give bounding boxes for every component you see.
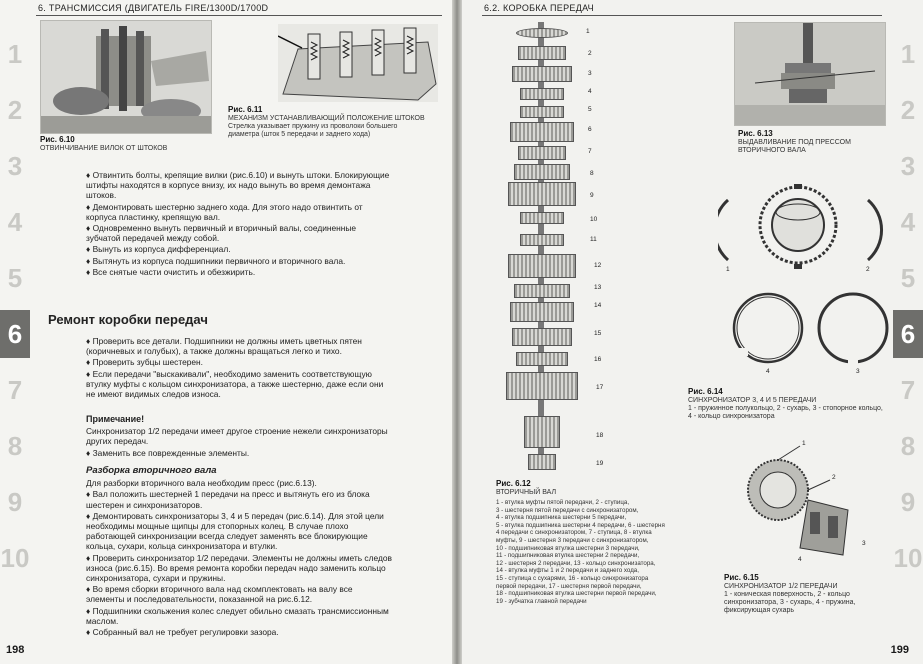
- figure-6-13-title: ВЫДАВЛИВАНИЕ ПОД ПРЕССОМ ВТОРИЧНОГО ВАЛА: [738, 139, 851, 154]
- figure-6-14-legend: 1 - пружинное полукольцо, 2 - сухарь, 3 - стопорное кольцо, 4 - кольцо синхронизатора: [688, 405, 883, 420]
- fig14-label-1: 1: [726, 266, 730, 273]
- chapter-tab-5: 5: [900, 262, 916, 293]
- part-number-label: 17: [596, 384, 604, 391]
- chapter-tab-4: 4: [900, 206, 916, 237]
- chapter-tab-1: 1: [900, 38, 916, 69]
- fig14-label-3: 3: [856, 368, 860, 375]
- figure-6-14-caption: [688, 388, 888, 421]
- part-number-label: 1: [586, 28, 590, 35]
- chapter-tabs-left: [0, 30, 30, 590]
- part-number-label: 15: [594, 330, 602, 337]
- subsection-title: Разборка вторичного вала: [86, 465, 217, 476]
- legend-line: 4 - втулка подшипника шестерни 5 передачи,: [496, 514, 627, 522]
- part-number-label: 4: [588, 88, 592, 95]
- part-number-label: 19: [596, 460, 604, 467]
- synchronizer-1-2-drawing: [738, 440, 878, 570]
- legend-line: 5 - втулка подшипника шестерни 4 передачи, 6 - шестерня: [496, 521, 665, 529]
- figure-6-10-photo: [40, 20, 212, 134]
- chapter-tab-9: 9: [7, 486, 23, 517]
- part-number-label: 6: [588, 126, 592, 133]
- figure-6-12-exploded-shaft: [502, 22, 612, 472]
- part-number-label: 7: [588, 148, 592, 155]
- figure-6-12-number: Рис. 6.12: [496, 479, 531, 488]
- chapter-tab-1: 1: [7, 38, 23, 69]
- figure-6-15-number: Рис. 6.15: [724, 573, 759, 582]
- note-step: ♦ Заменить все поврежденные элементы.: [86, 447, 250, 458]
- figure-6-11-title: МЕХАНИЗМ УСТАНАВЛИВАЮЩИЙ ПОЛОЖЕНИЕ ШТОКОВ: [228, 115, 425, 122]
- legend-line: 14 - втулка муфты 1 и 2 передачи и заднего хода,: [496, 567, 639, 575]
- running-header-left: 6. ТРАНСМИССИЯ (ДВИГАТЕЛЬ FIRE/1300D/1700D: [38, 3, 269, 13]
- page-number-left: 198: [6, 644, 25, 656]
- figure-6-11-caption: [228, 106, 428, 139]
- part-number-label: 10: [590, 216, 598, 223]
- figure-6-12-legend: [496, 499, 714, 605]
- chapter-tab-8: 8: [7, 430, 23, 461]
- step-text: ♦ Демонтировать шестерню заднего хода. Для этого надо отвинтить от корпуса пластинку, крепящую вал.: [86, 201, 363, 222]
- step-text: ♦ Отвинтить болты, крепящие вилки (рис.6.10) и вынуть штоки. Блокирующие штифты находятся в корпусе внизу, их надо вынуть во время демонтажа штоков.: [86, 170, 390, 201]
- step-text: ♦ Вынуть из корпуса дифференциал.: [86, 244, 231, 255]
- chapter-tab-10: 10: [893, 542, 923, 573]
- chapter-tab-10: 10: [0, 542, 30, 573]
- book-gutter: [452, 0, 462, 664]
- figure-6-14-drawing: [718, 180, 898, 380]
- part-number-label: 2: [588, 50, 592, 57]
- figure-6-12-caption: [496, 480, 706, 497]
- figure-6-14-number: Рис. 6.14: [688, 387, 723, 396]
- part-number-label: 5: [588, 106, 592, 113]
- part-number-label: 12: [594, 262, 602, 269]
- chapter-tab-3: 3: [900, 150, 916, 181]
- step-text: ♦ Все снятые части очистить и обезжирить.: [86, 266, 256, 277]
- part-number-label: 16: [594, 356, 602, 363]
- figure-6-10-caption: [40, 136, 220, 153]
- running-header-right: 6.2. КОРОБКА ПЕРЕДАЧ: [484, 3, 594, 13]
- part-number-label: 18: [596, 432, 604, 439]
- legend-line: 11 - подшипниковая втулка шестерни 2 передачи,: [496, 552, 640, 560]
- chapter-tab-5: 5: [7, 262, 23, 293]
- step-text: ♦ Подшипники скольжения колес следует обильно смазать трансмиссионным маслом.: [86, 605, 389, 626]
- figure-6-15-caption: [724, 574, 892, 615]
- legend-line: 10 - подшипниковая втулка шестерни 3 передачи,: [496, 544, 640, 552]
- figure-6-15-legend: 1 - коническая поверхность, 2 - кольцо синхронизатора, 3 - сухарь, 4 - пружина, фиксирующая сухарь: [724, 591, 856, 614]
- chapter-tab-3: 3: [7, 150, 23, 181]
- fig15-label-4: 4: [798, 556, 802, 563]
- figure-6-12-title: ВТОРИЧНЫЙ ВАЛ: [496, 489, 557, 496]
- step-text: ♦ Проверить синхронизатор 1/2 передачи. Элементы не должны иметь следов износа (рис.6.15). Во время ремонта коробки передач надо заменить кольцо синхронизатора, сухари и пружины.: [86, 552, 392, 584]
- step-text: ♦ Вал положить шестерней 1 передачи на пресс и вытянуть его из блока шестерен и синхронизаторов.: [86, 489, 370, 510]
- legend-line: 1 - втулка муфты пятой передачи, 2 - ступица,: [496, 499, 630, 506]
- legend-line: 19 - зубчатка главной передачи: [496, 597, 587, 605]
- press-photo: [735, 23, 885, 125]
- step-text: ♦ Собранный вал не требует регулировки зазора.: [86, 627, 279, 638]
- figure-6-10-number: Рис. 6.10: [40, 135, 75, 144]
- figure-6-13-photo: [734, 22, 886, 126]
- figure-6-15-drawing: [738, 440, 878, 570]
- legend-line: первой передачи, 17 - шестерня первой передачи,: [496, 582, 642, 590]
- part-number-label: 11: [590, 236, 597, 243]
- legend-line: 4 передачи с синхронизатором, 7 - ступица, 8 - втулка: [496, 529, 652, 537]
- fig14-label-2: 2: [866, 266, 870, 273]
- fig15-label-3: 3: [862, 540, 866, 547]
- legend-line: 12 - шестерня 2 передачи, 13 - кольцо синхронизатора,: [496, 559, 656, 567]
- section-title: Ремонт коробки передач: [48, 312, 208, 327]
- step-text: ♦ Если передачи "выскакивали", необходимо заменить соответствующую втулку муфты с кольцом синхронизатора, а также шестерню, даже если они не имеют видимых следов износа.: [86, 368, 384, 400]
- figure-6-13-number: Рис. 6.13: [738, 129, 773, 138]
- step-text: Для разборки вторичного вала необходим пресс (рис.6.13).: [86, 478, 317, 489]
- chapter-tab-6-active: 6: [0, 310, 30, 358]
- step-text: ♦ Вытянуть из корпуса подшипники первичного и вторичного вала.: [86, 255, 346, 266]
- legend-line: 18 - подшипниковая втулка шестерни первой передачи,: [496, 590, 657, 598]
- step-text: ♦ Одновременно вынуть первичный и вторичный валы, соединенные зубчатой передачей между собой.: [86, 223, 357, 244]
- part-number-label: 8: [590, 170, 594, 177]
- chapter-tab-2: 2: [900, 94, 916, 125]
- figure-6-11-number: Рис. 6.11: [228, 105, 263, 114]
- figure-6-10-title: ОТВИНЧИВАНИЕ ВИЛОК ОТ ШТОКОВ: [40, 145, 168, 152]
- chapter-tab-4: 4: [7, 206, 23, 237]
- legend-line: 3 - шестерня пятой передачи с синхронизатором,: [496, 506, 639, 514]
- fig14-label-4: 4: [766, 368, 770, 375]
- step-text: ♦ Во время сборки вторичного вала над скомплектовать на валу все элементы и последовательности, показанной на рис.6.12.: [86, 584, 353, 605]
- right-page: [462, 0, 923, 664]
- note-block: [86, 408, 392, 459]
- figure-6-11-note: Стрелка указывает пружину из проволоки большего диаметра (шток 5 передачи и заднего хода): [228, 123, 398, 138]
- chapter-tab-2: 2: [7, 94, 23, 125]
- figure-6-15-title: СИНХРОНИЗАТОР 1/2 ПЕРЕДАЧИ: [724, 583, 838, 590]
- fig15-label-2: 2: [832, 474, 836, 481]
- part-number-label: 14: [594, 302, 602, 309]
- fig15-label-1: 1: [802, 440, 806, 447]
- note-text: Синхронизатор 1/2 передачи имеет другое строение нежели синхронизаторы других передач.: [86, 426, 388, 447]
- chapter-tab-7: 7: [900, 374, 916, 405]
- figure-6-14-title: СИНХРОНИЗАТОР 3, 4 И 5 ПЕРЕДАЧИ: [688, 397, 817, 404]
- step-text: ♦ Проверить все детали. Подшипники не должны иметь цветных пятен (коричневых и голубых), а также должны вращаться легко и тихо.: [86, 336, 362, 357]
- header-rule-left: [36, 15, 442, 16]
- gearbox-photo: [41, 21, 211, 133]
- part-number-label: 9: [590, 192, 594, 199]
- figure-6-11-drawing: [278, 24, 438, 102]
- header-rule-right: [482, 15, 882, 16]
- part-number-label: 13: [594, 284, 602, 291]
- left-page: [0, 0, 452, 664]
- synchronizer-3-4-5-drawing: [718, 180, 898, 380]
- page-number-right: 199: [890, 644, 909, 656]
- shift-mechanism-drawing: [278, 24, 438, 102]
- chapter-tab-7: 7: [7, 374, 23, 405]
- shaft-disassembly: [86, 458, 392, 638]
- note-title: Примечание!: [86, 414, 145, 424]
- chapter-tab-6-active: 6: [893, 310, 923, 358]
- repair-steps: [86, 336, 392, 400]
- legend-line: муфты, 9 - шестерня 3 передачи с синхронизатором,: [496, 536, 649, 544]
- legend-line: 15 - ступица с сухарями, 16 - кольцо синхронизатора: [496, 574, 649, 582]
- disassembly-steps: [86, 170, 392, 278]
- figure-6-13-caption: [738, 130, 898, 155]
- chapter-tab-9: 9: [900, 486, 916, 517]
- step-text: ♦ Демонтировать синхронизаторы 3, 4 и 5 передач (рис.6.14). Для этой цели необходимы мощные щипцы для стопорных колец. В случае плохо работающей синхронизации всегда следует заменять все блокирующие кольца, сухари, кольца синхронизатора и втулки.: [86, 510, 384, 552]
- part-number-label: 3: [588, 70, 592, 77]
- step-text: ♦ Проверить зубцы шестерен.: [86, 357, 204, 368]
- chapter-tab-8: 8: [900, 430, 916, 461]
